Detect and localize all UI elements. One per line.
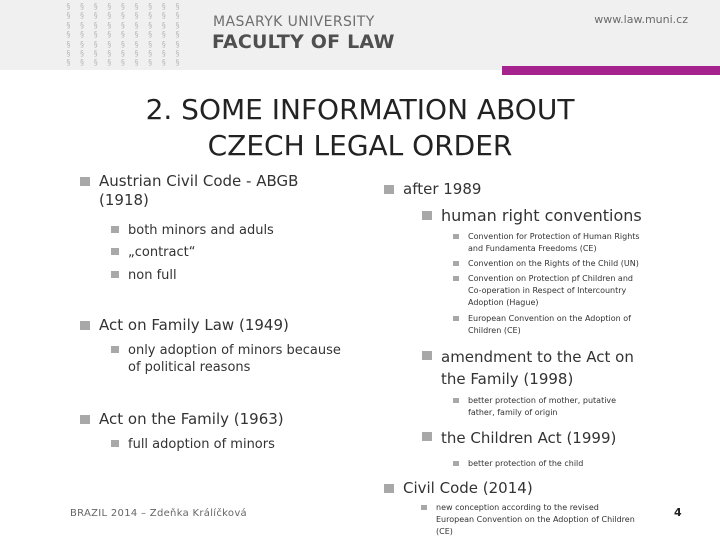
bullet-after-1989 — [384, 180, 481, 199]
bullet-square-icon — [111, 346, 119, 353]
civil-code-text: Civil Code (2014) — [403, 479, 533, 497]
bullet-amendment — [422, 346, 634, 390]
civil-code-item-text — [436, 502, 635, 538]
abgb-item-text: non full — [128, 268, 177, 283]
bullet-act-family-item — [111, 436, 275, 453]
conv-item-text — [468, 313, 631, 337]
conv-item-text — [468, 273, 633, 309]
abgb-item-text: „contract“ — [128, 245, 196, 260]
bullet-square-icon — [453, 276, 459, 281]
bullet-square-icon — [422, 432, 432, 441]
abgb-line2: (1918) — [99, 191, 149, 209]
amendment-line1: amendment to the Act on — [441, 348, 634, 366]
bullet-conv-item — [453, 313, 703, 337]
bullet-conventions — [422, 205, 642, 227]
family-law-item-line2: of political reasons — [128, 360, 251, 375]
conv-item-line: Convention for Protection of Human Rights — [468, 232, 640, 241]
bullet-family-law-item — [111, 342, 341, 376]
amendment-item-line: father, family of origin — [468, 408, 558, 417]
bullet-square-icon — [80, 415, 90, 424]
children-act-text: the Children Act (1999) — [441, 429, 617, 447]
bullet-square-icon — [453, 398, 459, 403]
bullet-square-icon — [111, 226, 119, 233]
bullet-square-icon — [421, 505, 427, 510]
conv-item-text — [468, 231, 640, 255]
page-number: 4 — [674, 506, 682, 519]
bullet-family-law — [80, 316, 289, 335]
family-law-text: Act on Family Law (1949) — [99, 316, 289, 334]
family-law-item-line1: only adoption of minors because — [128, 343, 341, 358]
bullet-abgb-item — [111, 222, 274, 239]
amendment-text — [441, 346, 634, 390]
bullet-square-icon — [453, 234, 459, 239]
bullet-act-family — [80, 410, 284, 429]
conv-item-line: European Convention on the Adoption of — [468, 314, 631, 323]
bullet-abgb — [80, 172, 360, 210]
bullet-conv-item — [453, 273, 703, 309]
conv-item-line: Convention on Protection pf Children and — [468, 274, 633, 283]
bullet-square-icon — [453, 316, 459, 321]
children-act-item-text: better protection of the child — [468, 459, 584, 468]
faculty-name: FACULTY OF LAW — [212, 31, 395, 53]
website-url[interactable]: www.law.muni.cz — [594, 13, 688, 26]
act-family-item-text: full adoption of minors — [128, 437, 275, 452]
family-law-item-text — [128, 342, 341, 376]
abgb-item-text: both minors and aduls — [128, 223, 274, 238]
bullet-square-icon — [384, 484, 394, 493]
bullet-square-icon — [422, 211, 432, 220]
abgb-text — [99, 172, 298, 210]
civil-code-item-line: European Convention on the Adoption of Children — [436, 515, 635, 524]
conv-item-line: and Fundamenta Freedoms (CE) — [468, 244, 597, 253]
bullet-children-act-item — [453, 458, 703, 470]
abgb-line1: Austrian Civil Code - ABGB — [99, 172, 299, 190]
conv-item-text: Convention on the Rights of the Child (UN) — [468, 259, 639, 268]
bullet-square-icon — [111, 271, 119, 278]
after-1989-text: after 1989 — [403, 180, 482, 198]
bullet-civil-code-item — [421, 502, 681, 538]
slide-title-line2: CZECH LEGAL ORDER — [207, 129, 513, 162]
header-band — [0, 0, 720, 70]
amendment-item-line: better protection of mother, putative — [468, 396, 617, 405]
slide-title-line1: 2. SOME INFORMATION ABOUT — [145, 93, 575, 126]
slide-title — [60, 92, 660, 164]
bullet-abgb-item — [111, 267, 177, 284]
bullet-abgb-item — [111, 244, 195, 261]
amendment-line2: the Family (1998) — [441, 370, 574, 388]
conv-item-line: Co-operation in Respect of Intercountry — [468, 286, 627, 295]
bullet-square-icon — [111, 248, 119, 255]
accent-bar — [502, 66, 720, 75]
university-logo-pattern: § § § § § § § § § § § § § § § § § § § § § § § § § § § § § § § § § § § § § § § § § § § § § § § § § § § § § § § § § § § § § § § — [66, 2, 182, 68]
civil-code-item-line: new conception according to the revised — [436, 503, 599, 512]
bullet-conv-item — [453, 231, 703, 255]
footer-author: BRAZIL 2014 – Zdeňka Králíčková — [70, 508, 247, 519]
bullet-square-icon — [453, 461, 459, 466]
bullet-amendment-item — [453, 395, 703, 419]
conv-item-line: Children (CE) — [468, 326, 521, 335]
civil-code-item-line: (CE) — [436, 527, 453, 536]
conventions-text: human right conventions — [441, 206, 642, 225]
university-name: MASARYK UNIVERSITY — [213, 14, 375, 30]
bullet-square-icon — [111, 440, 119, 447]
conv-item-line: Adoption (Hague) — [468, 298, 539, 307]
bullet-square-icon — [422, 351, 432, 360]
bullet-square-icon — [80, 321, 90, 330]
amendment-item-text — [468, 395, 616, 419]
bullet-civil-code — [384, 479, 533, 498]
bullet-square-icon — [384, 185, 394, 194]
bullet-children-act — [422, 427, 616, 449]
bullet-square-icon — [453, 261, 459, 266]
bullet-conv-item — [453, 258, 703, 270]
bullet-square-icon — [80, 177, 90, 186]
act-family-text: Act on the Family (1963) — [99, 410, 284, 428]
